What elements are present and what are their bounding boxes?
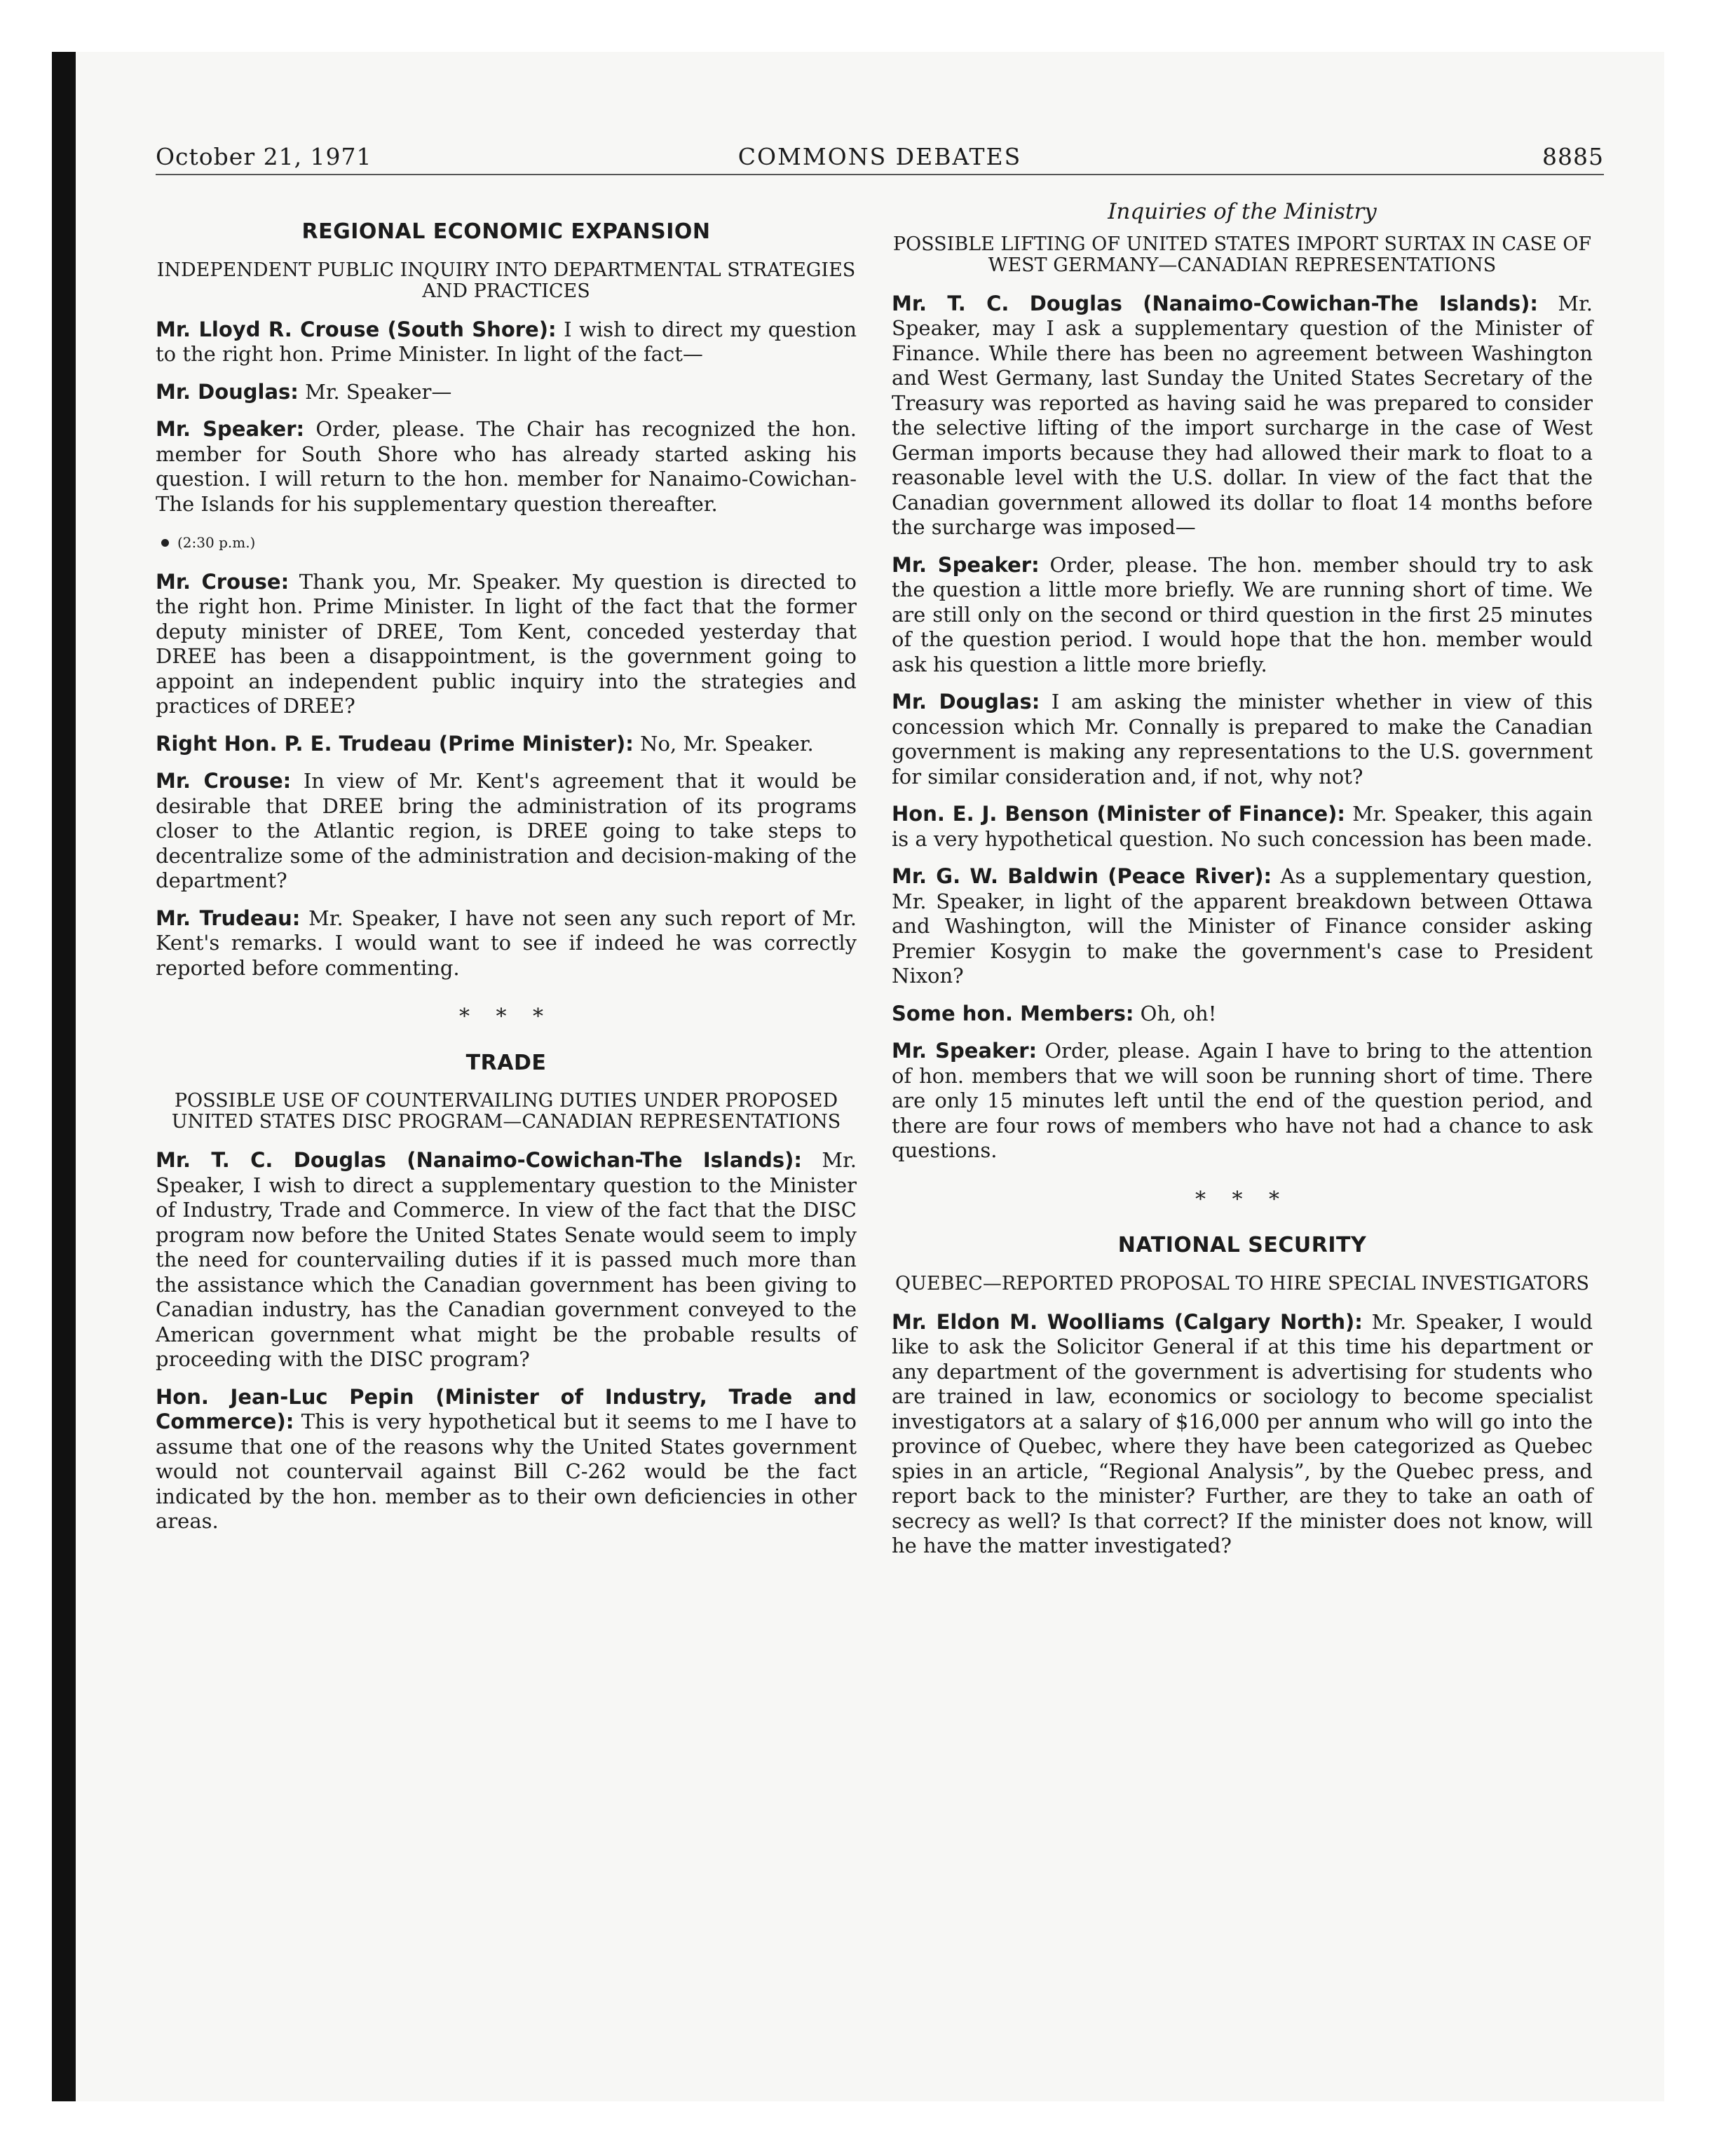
speech-paragraph <box>156 906 857 981</box>
speech-text: Thank you, Mr. Speaker. My question is directed to the right hon. Prime Minister. In light of the fact that the former deputy minister of DREE, Tom Kent, conceded yesterday that DREE has been a disappointment, is the government going to appoint an independent public inquiry into the strategies and practices of DREE? <box>156 569 857 718</box>
speech-text: This is very hypothetical but it seems to me I have to assume that one of the reasons why the United States government would not countervail against Bill C-262 would be the fact indicated by the hon. member as to their own deficiencies in other areas. <box>156 1410 857 1533</box>
speaker-name: Mr. Lloyd R. Crouse (South Shore): <box>156 317 557 341</box>
speech-paragraph <box>156 732 857 757</box>
speech-paragraph <box>892 690 1593 789</box>
speech-paragraph <box>892 1002 1593 1027</box>
speech-text: No, Mr. Speaker. <box>633 731 814 756</box>
speech-paragraph <box>156 1385 857 1534</box>
speech-text: Order, please. The hon. member should try to ask the question a little more briefly. We are running short of time. We are still only on the second or third question in the first 25 minutes of the question period. I would hope that the hon. member would ask his question a little more briefly. <box>892 552 1593 676</box>
header-date: October 21, 1971 <box>156 143 372 170</box>
speech-text: Mr. Speaker— <box>298 379 452 404</box>
speaker-name: Mr. T. C. Douglas (Nanaimo-Cowichan-The Islands): <box>892 291 1538 315</box>
speech-paragraph <box>892 1310 1593 1559</box>
speaker-name: Hon. Jean-Luc Pepin (Minister of Industry, Trade and Commerce): <box>156 1384 857 1433</box>
time-marker <box>156 531 857 556</box>
speech-text: Mr. Speaker, may I ask a supplementary question of the Minister of Finance. While there has been no agreement between Washington and West Germany, last Sunday the United States Secretary of the Treasury was reported as having said he was prepared to consider the selective lifting of the import surcharge in the case of West German imports because they had allowed their mark to float to a reasonable level with the U.S. dollar. In view of the fact that the Canadian government allowed its dollar to float 14 months before the surcharge was imposed— <box>892 291 1593 539</box>
speaker-name: Mr. Crouse: <box>156 769 292 793</box>
left-column <box>156 200 857 1547</box>
speaker-name: Mr. Crouse: <box>156 569 290 594</box>
header-title: COMMONS DEBATES <box>737 143 1022 170</box>
section-subtitle: INDEPENDENT PUBLIC INQUIRY INTO DEPARTMENTAL STRATEGIES AND PRACTICES <box>156 259 856 302</box>
speaker-name: Hon. E. J. Benson (Minister of Finance): <box>892 802 1346 826</box>
section-subtitle: POSSIBLE USE OF COUNTERVAILING DUTIES UNDER PROPOSED UNITED STATES DISC PROGRAM—CANADIAN REPRESENTATIONS <box>171 1090 841 1133</box>
section-separator: * * * <box>1195 1187 1290 1212</box>
speech-paragraph <box>892 864 1593 989</box>
section-title: REGIONAL ECONOMIC EXPANSION <box>301 219 711 244</box>
speech-paragraph <box>156 380 857 405</box>
speech-text: Mr. Speaker, I would like to ask the Solicitor General if at this time his department or any department of the government is advertising for students who are trained in law, economics or sociology to become specialist investigators at a salary of $16,000 per annum who will go into the province of Quebec, where they have been categorized as Quebec spies in an article, “Regional Analysis”, by the Quebec press, and report back to the minister? Further, are they to take an oath of secrecy as well? Is that correct? If the minister does not know, will he have the matter investigated? <box>892 1309 1593 1557</box>
speech-text: In view of Mr. Kent's agreement that it would be desirable that DREE bring the administration of its programs closer to the Atlantic region, is DREE going to take steps to decentralize some of the administration and decision-making of the department? <box>156 769 857 892</box>
right-column <box>892 200 1593 1571</box>
speaker-name: Mr. G. W. Baldwin (Peace River): <box>892 864 1272 888</box>
speech-text: Mr. Speaker, I have not seen any such report of Mr. Kent's remarks. I would want to see if indeed he was correctly reported before commenting. <box>156 906 857 980</box>
time-text: (2:30 p.m.) <box>177 534 256 551</box>
speech-paragraph <box>892 292 1593 540</box>
speaker-name: Mr. Speaker: <box>892 1039 1037 1063</box>
speech-text: Mr. Speaker, I wish to direct a supplementary question to the Minister of Industry, Trade and Commerce. In view of the fact that the DISC program now before the United States Senate would seem to imply the need for countervailing duties if it is passed much more than the assistance which the Canadian government has been giving to Canadian industry, has the Canadian government conveyed to the American government what might be the probable results of proceeding with the DISC program? <box>156 1148 857 1371</box>
speaker-name: Mr. Trudeau: <box>156 906 301 930</box>
speaker-name: Mr. Eldon M. Woolliams (Calgary North): <box>892 1309 1363 1334</box>
speech-paragraph <box>892 802 1593 852</box>
section-title: NATIONAL SECURITY <box>1117 1233 1367 1257</box>
speaker-name: Mr. T. C. Douglas (Nanaimo-Cowichan-The Islands): <box>156 1148 802 1172</box>
speech-paragraph <box>156 417 857 517</box>
speech-text: Order, please. The Chair has recognized the hon. member for South Shore who has already started asking his question. I will return to the hon. member for Nanaimo-Cowichan-The Islands for his supplementary question thereafter. <box>156 417 857 516</box>
speech-text: Mr. Speaker, this again is a very hypothetical question. No such concession has been made. <box>892 802 1593 851</box>
speech-text: I wish to direct my question to the right hon. Prime Minister. In light of the fact— <box>156 317 857 366</box>
speaker-name: Some hon. Members: <box>892 1001 1134 1025</box>
speech-paragraph <box>156 570 857 719</box>
speaker-name: Right Hon. P. E. Trudeau (Prime Minister): <box>156 731 634 756</box>
column-subhead: Inquiries of the Ministry <box>1108 199 1377 224</box>
speech-paragraph <box>892 1039 1593 1164</box>
speech-text: Order, please. Again I have to bring to the attention of hon. members that we will soon be running short of time. There are only 15 minutes left until the end of the question period, and there are four rows of members who have not had a chance to ask questions. <box>892 1039 1593 1162</box>
speech-paragraph <box>892 553 1593 678</box>
speaker-name: Mr. Douglas: <box>156 379 299 404</box>
speech-paragraph <box>156 1148 857 1372</box>
speech-text: I am asking the minister whether in view of this concession which Mr. Connally is prepared to make the Canadian government is making any representations to the U.S. government for similar consideration and, if not, why not? <box>892 690 1593 789</box>
page-number: 8885 <box>1542 143 1604 170</box>
section-separator: * * * <box>458 1004 554 1029</box>
section-subtitle: POSSIBLE LIFTING OF UNITED STATES IMPORT SURTAX IN CASE OF WEST GERMANY—CANADIAN REPRESENTATIONS <box>892 233 1592 276</box>
speech-text: Oh, oh! <box>1134 1001 1217 1025</box>
speech-paragraph <box>156 318 857 367</box>
speaker-name: Mr. Speaker: <box>892 552 1040 577</box>
section-title: TRADE <box>465 1050 547 1075</box>
speech-text: As a supplementary question, Mr. Speaker, in light of the apparent breakdown between Ottawa and Washington, will the Minister of Finance consider asking Premier Kosygin to make the government's case to President Nixon? <box>892 864 1593 988</box>
section-subtitle: QUEBEC—REPORTED PROPOSAL TO HIRE SPECIAL INVESTIGATORS <box>895 1272 1589 1295</box>
speaker-name: Mr. Speaker: <box>156 417 305 441</box>
scan-edge <box>52 52 76 2101</box>
bullet-dot-icon <box>161 539 169 547</box>
speaker-name: Mr. Douglas: <box>892 690 1040 714</box>
speech-paragraph <box>156 769 857 894</box>
running-header <box>156 143 1604 175</box>
